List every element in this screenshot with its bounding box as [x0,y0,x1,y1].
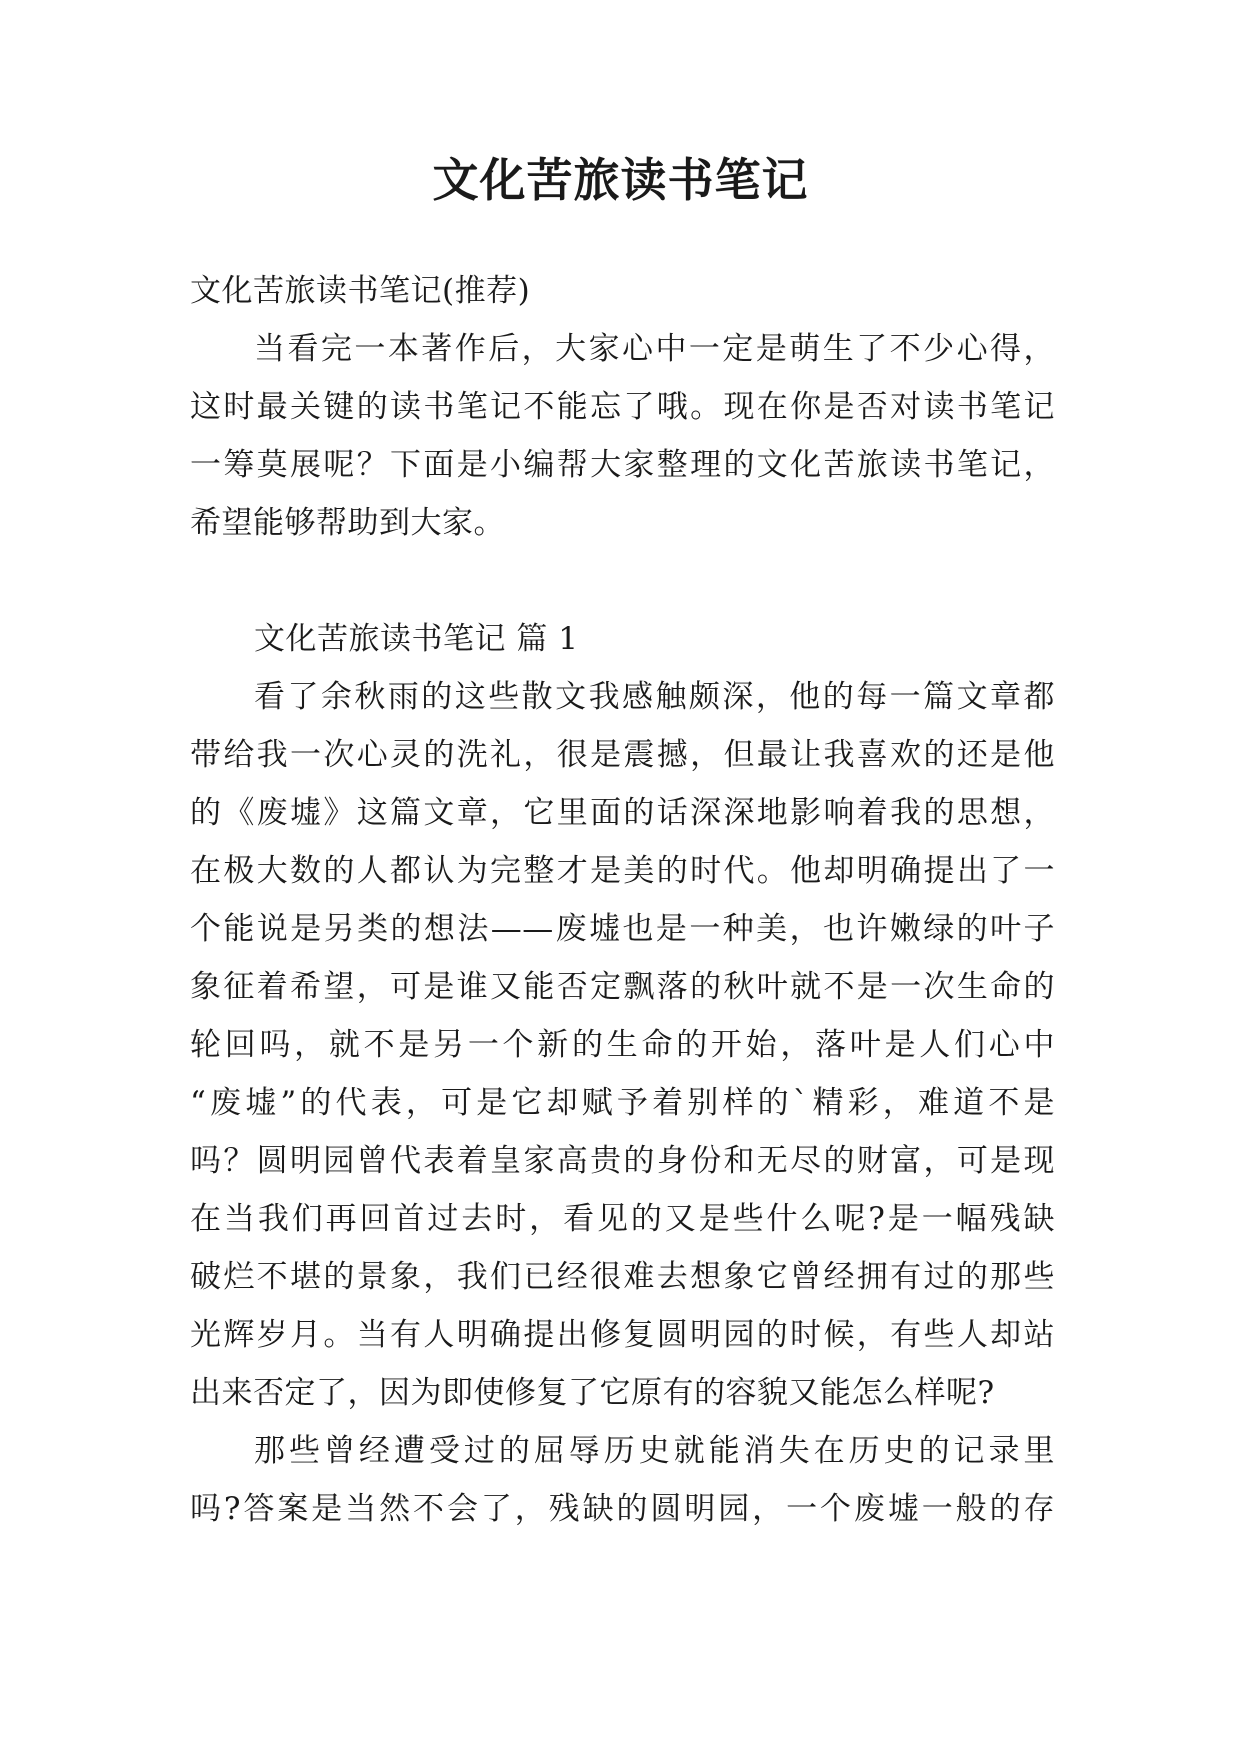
section-line: 光辉岁月。当有人明确提出修复圆明园的时候，有些人却站 [190,1317,1055,1353]
section-line: “废墟”的代表，可是它却赋予着别样的`精彩，难道不是 [190,1085,1055,1121]
intro-line: 希望能够帮助到大家。 [190,505,505,541]
section-line: 在当我们再回首过去时，看见的又是些什么呢?是一幅残缺 [190,1201,1055,1237]
section-heading: 文化苦旅读书笔记 篇 1 [254,621,579,657]
section-line: 在极大数的人都认为完整才是美的时代。他却明确提出了一 [190,853,1055,889]
paragraph-line: 那些曾经遭受过的屈辱历史就能消失在历史的记录里 [254,1433,1055,1469]
section-line: 象征着希望，可是谁又能否定飘落的秋叶就不是一次生命的 [190,969,1055,1005]
section-line: 轮回吗，就不是另一个新的生命的开始，落叶是人们心中 [190,1027,1055,1063]
section-line: 出来否定了，因为即使修复了它原有的容貌又能怎么样呢? [190,1375,995,1411]
paragraph-gap [190,552,1055,610]
paragraph-line: 吗?答案是当然不会了，残缺的圆明园，一个废墟一般的存 [190,1491,1055,1527]
section-line: 破烂不堪的景象，我们已经很难去想象它曾经拥有过的那些 [190,1259,1055,1295]
document-title: 文化苦旅读书笔记 [432,153,809,207]
intro-line: 一筹莫展呢？下面是小编帮大家整理的文化苦旅读书笔记， [190,447,1055,483]
section-line: 个能说是另类的想法——废墟也是一种美，也许嫩绿的叶子 [190,911,1055,947]
intro-line: 当看完一本著作后，大家心中一定是萌生了不少心得， [254,331,1055,367]
section-line: 带给我一次心灵的洗礼，很是震撼，但最让我喜欢的还是他 [190,737,1055,773]
document-subtitle: 文化苦旅读书笔记(推荐) [190,273,531,309]
section-line: 看了余秋雨的这些散文我感触颇深，他的每一篇文章都 [254,679,1055,715]
section-line: 吗？圆明园曾代表着皇家高贵的身份和无尽的财富，可是现 [190,1143,1055,1179]
section-line: 的《废墟》这篇文章，它里面的话深深地影响着我的思想， [190,795,1055,831]
document-body [190,262,1055,1538]
intro-line: 这时最关键的读书笔记不能忘了哦。现在你是否对读书笔记 [190,389,1055,425]
